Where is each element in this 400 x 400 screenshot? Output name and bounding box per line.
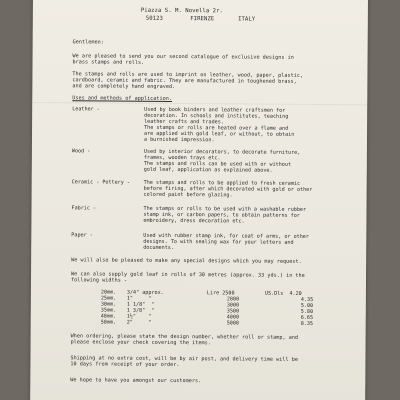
- price-usd: 4.35: [300, 296, 314, 303]
- width-mm: 50mm.: [100, 319, 117, 326]
- use-text-line: Used by interior decorators, to decorate furniture,: [143, 148, 301, 156]
- use-text-line: The stamps or rolls are heated over a flame and: [144, 124, 289, 132]
- address-line: Piazza S. M. Novella 2r.: [140, 7, 223, 15]
- width-mm: 30mm.: [100, 301, 117, 308]
- use-text-line: stamp ink, or carbon papers, to obtain patterns for: [143, 211, 300, 219]
- width-inches: 1 3/8" ": [126, 307, 155, 314]
- materials-line-1: The stamps and rolls are used to imprint on leather, wood, paper, plastic,: [72, 71, 304, 79]
- paper-fold: [32, 102, 367, 105]
- width-mm: 25mm.: [100, 295, 117, 302]
- use-text-line: a burnished impression.: [143, 136, 215, 144]
- ordering-line-1: When ordering, please state the design number, whether roll or stamp, and: [70, 333, 299, 341]
- closing-line: We hope to have you amongst our customers.: [70, 377, 202, 385]
- width-inches: 1½" ": [126, 313, 152, 320]
- use-label-fabric: Fabric -: [71, 205, 97, 212]
- use-text-line: gold leaf, application as explained above.: [143, 166, 273, 174]
- width-mm: 40mm.: [100, 313, 117, 320]
- use-text-line: The stamps and rolls to be applied to fresh ceramic: [143, 179, 301, 187]
- price-lire: 5000: [226, 320, 240, 327]
- price-lire: 2800: [226, 296, 240, 303]
- use-label-wood: Wood -: [71, 148, 91, 155]
- use-text-line: The stamps and rolls can be used with or without: [143, 160, 292, 168]
- use-text-line: Used with rubber stamp ink, for coat of arms, or other: [143, 232, 309, 240]
- price-lire: 4000: [226, 314, 240, 321]
- widths-line-1: We can also supply gold leaf in rolls of 30 metres (approx. 33 yds.) in the: [71, 271, 305, 279]
- use-text-line: before firing, after which decorated with gold or other: [143, 185, 313, 193]
- city-line: 50123 FIRENZE ITALY: [145, 15, 256, 23]
- salutation: Gentlemen:: [72, 39, 104, 46]
- use-text-line: are applied with gold leaf, or without, to obtain: [144, 130, 295, 138]
- price-lire: 3500: [226, 308, 240, 315]
- use-text-line: The stamps or rolls to be used with a washable rubber: [143, 205, 307, 213]
- price-lire: 3000: [226, 302, 240, 309]
- use-label-ceramic: Ceramic - Pottery -: [71, 179, 130, 186]
- width-mm: 20mm.: [100, 289, 117, 296]
- use-label-paper: Paper -: [71, 232, 93, 239]
- use-text-line: embroidery, dress decoration etc.: [143, 217, 245, 225]
- use-text-line: designs. To with sealing wax for your letters and: [143, 238, 294, 246]
- use-text-line: decoration. In schools and institutes, teaching: [144, 112, 289, 120]
- shipping-line-2: 10 days from receipt of your order.: [70, 361, 180, 369]
- width-mm: 35mm.: [100, 307, 117, 314]
- price-lire: Lire 2500: [206, 290, 235, 297]
- special-designs-line: We will also be pleased to make any special designs which you may request.: [71, 257, 302, 265]
- use-text-line: frames, wooden trays etc.: [143, 154, 221, 162]
- price-usd: 5.80: [300, 308, 314, 315]
- intro-line-1: We are pleased to send you our second catalogue of exclusive designs in: [72, 53, 294, 61]
- price-usd: US.Dls 4.20: [264, 290, 302, 297]
- materials-line-3: and are completely hand engraved.: [72, 83, 176, 90]
- ordering-line-2: please enclose your check covering the items.: [70, 339, 211, 347]
- price-usd: 6.65: [300, 314, 314, 321]
- use-text-line: Used by book binders and leather craftsmen for: [144, 106, 286, 114]
- price-usd: 5.00: [300, 302, 314, 309]
- shipping-line-1: Shipping at no extra cost, will be by air post, and delivery time will be: [70, 355, 299, 363]
- widths-line-2: following widths -: [70, 277, 128, 284]
- uses-heading: Uses and methods of application.: [72, 95, 173, 102]
- letter-page: [30, 0, 368, 400]
- width-inches: 2" ": [126, 319, 152, 326]
- width-inches: 3/4" approx.: [126, 289, 164, 296]
- use-text-line: leather crafts and trades.: [144, 118, 224, 126]
- use-text-line: documents.: [143, 244, 174, 251]
- intro-line-2: brass stamps and rolls.: [72, 59, 145, 66]
- use-label-leather: Leather -: [72, 106, 100, 113]
- use-text-line: colored paint before glazing.: [143, 191, 233, 199]
- materials-line-2: cardboard, ceramic and fabric. They are manufactured in toughened brass,: [72, 77, 297, 85]
- width-inches: 1" ": [126, 295, 152, 302]
- price-usd: 8.35: [300, 320, 314, 327]
- width-inches: 1 1/8" ": [126, 301, 155, 308]
